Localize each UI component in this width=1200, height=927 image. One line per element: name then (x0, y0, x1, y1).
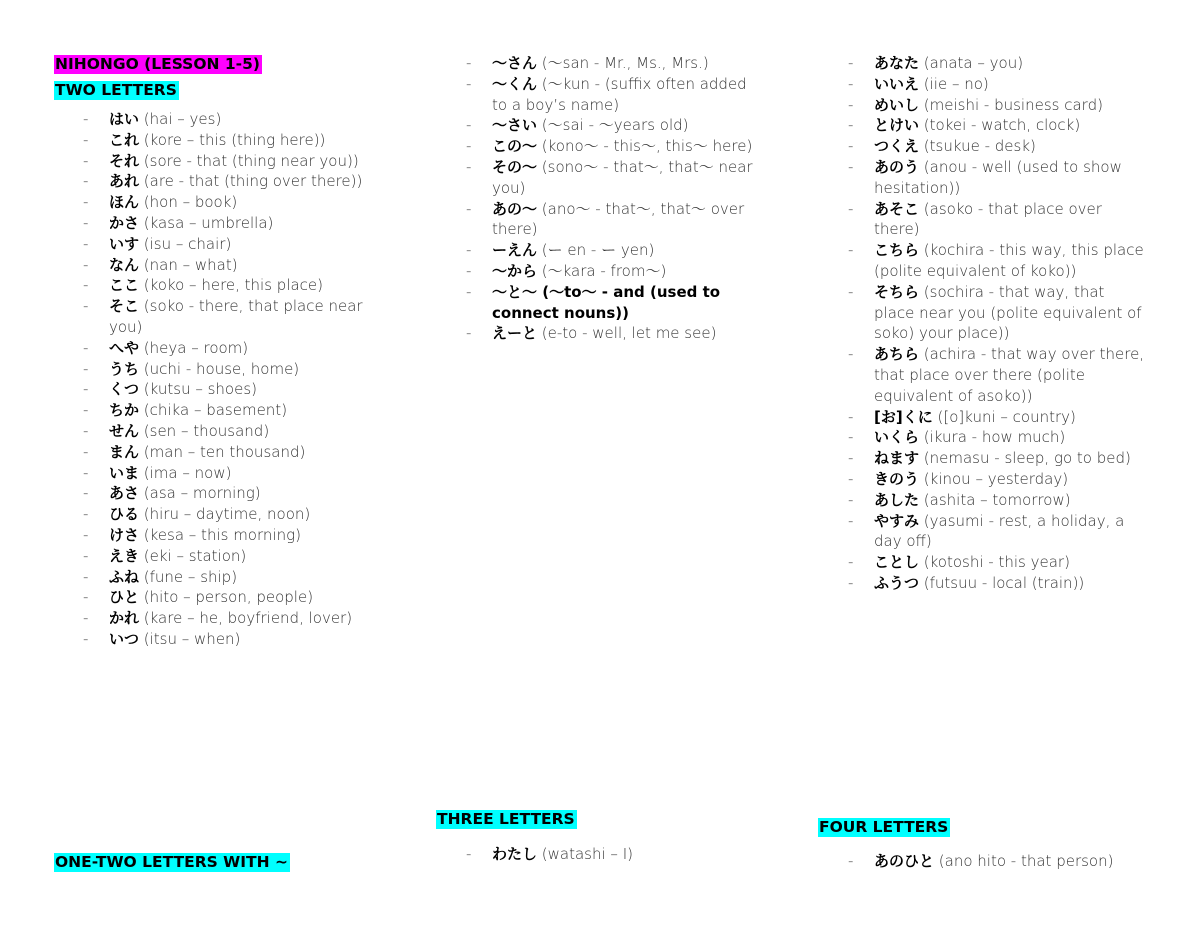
two-letters-heading (54, 80, 394, 100)
japanese-word: ふね (109, 567, 140, 586)
japanese-word: あの〜 (492, 199, 538, 218)
definition: (〜kun - (suffix often added to a boy’s name) (492, 74, 747, 114)
column-2 (466, 53, 766, 344)
japanese-word: けさ (109, 525, 140, 544)
japanese-word: あれ (109, 172, 140, 191)
list-item (466, 74, 766, 116)
list-item (83, 442, 394, 463)
definition: (ー en - ー yen) (537, 241, 655, 260)
definition: (ano〜 - that〜, that〜 over there) (492, 199, 745, 239)
definition: (〜san - Mr., Ms., Mrs.) (537, 54, 709, 72)
tilde-list (466, 53, 766, 344)
japanese-word: わたし (492, 845, 538, 863)
definition: (uchi - house, home) (139, 359, 300, 378)
definition: (hon – book) (139, 193, 238, 212)
section-heading: THREE LETTERS (437, 810, 575, 828)
japanese-word: なん (109, 255, 140, 274)
list-item (83, 483, 394, 504)
title-highlight: NIHONGO (LESSON 1-5) (55, 55, 260, 73)
definition: (〜kara - from〜) (537, 261, 667, 280)
japanese-word: えき (109, 546, 140, 565)
three-letters-list (848, 53, 1148, 594)
column-3 (848, 53, 1148, 594)
list-item (848, 115, 1148, 136)
page-title (54, 54, 394, 74)
list-item (83, 629, 394, 650)
definition: (nan – what) (139, 255, 238, 274)
definition: (tsukue - desk) (919, 137, 1036, 156)
list-item (83, 171, 394, 192)
list-item (848, 448, 1148, 469)
japanese-word: いいえ (874, 74, 920, 93)
japanese-word: ここ (109, 276, 140, 295)
japanese-word: つくえ (874, 137, 920, 156)
section-heading: TWO LETTERS (55, 81, 177, 99)
four-letters-section (818, 817, 1113, 872)
definition: ([o]kuni – country) (932, 407, 1076, 426)
japanese-word: あちら (874, 345, 920, 364)
definition: (chika – basement) (139, 401, 288, 420)
list-item (83, 525, 394, 546)
list-item (83, 151, 394, 172)
japanese-word: ひと (109, 588, 140, 607)
japanese-word: こちら (874, 241, 920, 260)
definition: (ikura - how much) (919, 428, 1066, 447)
list-item (83, 463, 394, 484)
japanese-word: 〜さい (492, 116, 538, 135)
three-letters-bottom-list (436, 844, 633, 865)
definition: (sore - that (thing near you)) (139, 151, 359, 170)
japanese-word: きのう (874, 469, 920, 488)
japanese-word: あそこ (874, 199, 920, 218)
definition: (sochira - that way, that place near you (polite equivalent of soko) your place)) (874, 282, 1142, 343)
japanese-word: あさ (109, 484, 140, 503)
section-heading: FOUR LETTERS (819, 818, 949, 836)
definition: (ima – now) (139, 463, 232, 482)
list-item (83, 400, 394, 421)
japanese-word: ねます (874, 449, 920, 468)
japanese-word: 〜から (492, 261, 538, 280)
japanese-word: ことし (874, 553, 920, 572)
list-item (83, 379, 394, 400)
definition: (watashi – I) (537, 845, 633, 863)
list-item (83, 296, 394, 338)
list-item (83, 255, 394, 276)
definition: (isu – chair) (139, 234, 232, 253)
three-letters-section (436, 809, 633, 865)
japanese-word: その〜 (492, 157, 538, 176)
list-item (83, 608, 394, 629)
list-item (466, 53, 766, 74)
definition: (anou - well (used to show hesitation)) (874, 157, 1122, 197)
list-item (848, 53, 1148, 74)
list-item (848, 490, 1148, 511)
japanese-word: へや (109, 338, 140, 357)
definition: (fune – ship) (139, 567, 238, 586)
list-item (848, 552, 1148, 573)
column-1 (54, 54, 394, 650)
japanese-word: えーと (492, 324, 538, 343)
list-item (466, 115, 766, 136)
definition: (man – ten thousand) (139, 442, 306, 461)
definition: (kare – he, boyfriend, lover) (139, 609, 353, 628)
definition: (ano hito - that person) (934, 852, 1114, 870)
list-item (848, 157, 1148, 199)
definition: (kutsu – shoes) (139, 380, 258, 399)
definition: (e-to - well, let me see) (537, 324, 717, 343)
list-item (83, 359, 394, 380)
japanese-word: [お]くに (874, 407, 933, 426)
list-item (848, 511, 1148, 553)
list-item (83, 587, 394, 608)
list-item (848, 282, 1148, 344)
japanese-word: いま (109, 463, 140, 482)
list-item (83, 130, 394, 151)
list-item (466, 323, 766, 344)
japanese-word: はい (109, 110, 140, 128)
definition: (anata – you) (919, 54, 1024, 72)
definition: (hiru – daytime, noon) (139, 505, 311, 524)
japanese-word: そちら (874, 282, 920, 301)
list-item (83, 421, 394, 442)
japanese-word: 〜さん (492, 54, 538, 72)
definition: (kinou – yesterday) (919, 469, 1069, 488)
definition: (achira - that way over there, that place over there (polite equivalent of asoko)) (874, 345, 1145, 405)
list-item (466, 157, 766, 199)
definition: (yasumi - rest, a holiday, a day off) (874, 511, 1125, 551)
definition: (sono〜 - that〜, that〜 near you) (492, 157, 753, 197)
japanese-word: とけい (874, 116, 920, 135)
definition: (kotoshi - this year) (919, 553, 1070, 572)
japanese-word: ひる (109, 505, 140, 524)
definition: (are - that (thing over there)) (139, 172, 363, 191)
list-item (848, 427, 1148, 448)
definition: (kono〜 - this〜, this〜 here) (537, 137, 753, 156)
japanese-word: いす (109, 234, 140, 253)
one-two-letters-section (54, 852, 290, 872)
list-item (83, 504, 394, 525)
definition: (nemasu - sleep, go to bed) (919, 449, 1131, 468)
list-item (83, 109, 394, 130)
list-item (466, 261, 766, 282)
japanese-word: いつ (109, 629, 140, 648)
japanese-word: 〜くん (492, 74, 538, 93)
japanese-word: ふうつ (874, 573, 920, 592)
list-item (83, 234, 394, 255)
list-item (848, 74, 1148, 95)
japanese-word: ちか (109, 401, 140, 420)
japanese-word: まん (109, 442, 140, 461)
definition: (kasa – umbrella) (139, 213, 274, 232)
definition: (asa – morning) (139, 484, 261, 503)
japanese-word: せん (109, 421, 140, 440)
definition: (sen – thousand) (139, 421, 270, 440)
japanese-word: いくら (874, 428, 920, 447)
list-item (848, 851, 1113, 872)
japanese-word: これ (109, 130, 140, 149)
list-item (466, 136, 766, 157)
japanese-word: ーえん (492, 241, 538, 260)
four-letters-list (818, 851, 1113, 872)
definition: (tokei - watch, clock) (919, 116, 1081, 135)
list-item (848, 344, 1148, 406)
list-item (83, 567, 394, 588)
japanese-word: ほん (109, 193, 140, 212)
list-item (848, 240, 1148, 282)
definition: (koko – here, this place) (139, 276, 324, 295)
list-item (848, 199, 1148, 241)
list-item (848, 407, 1148, 428)
japanese-word: あのう (874, 157, 920, 176)
japanese-word: めいし (874, 95, 920, 114)
definition: (ashita – tomorrow) (919, 490, 1071, 509)
definition: (itsu – when) (139, 629, 241, 648)
list-item (848, 573, 1148, 594)
list-item (83, 213, 394, 234)
definition: (soko - there, that place near you) (109, 297, 363, 336)
japanese-word: あした (874, 490, 920, 509)
japanese-word: それ (109, 151, 140, 170)
list-item (466, 282, 766, 324)
japanese-word: 〜と〜 (492, 282, 538, 301)
japanese-word: うち (109, 359, 140, 378)
list-item (466, 199, 766, 241)
japanese-word: かさ (109, 213, 140, 232)
japanese-word: あのひと (874, 852, 935, 870)
list-item (83, 275, 394, 296)
definition: (meishi - business card) (919, 95, 1103, 114)
definition: (hai – yes) (139, 110, 222, 128)
two-letters-list (54, 109, 394, 650)
definition: (kesa – this morning) (139, 525, 301, 544)
definition: (asoko - that place over there) (874, 199, 1102, 239)
definition: (hito – person, people) (139, 588, 314, 607)
definition: (iie – no) (919, 74, 989, 93)
definition: (kore – this (thing here)) (139, 130, 326, 149)
japanese-word: そこ (109, 297, 140, 316)
list-item (83, 192, 394, 213)
japanese-word: あなた (874, 54, 920, 72)
list-item (83, 338, 394, 359)
list-item (466, 240, 766, 261)
japanese-word: やすみ (874, 511, 920, 530)
section-heading: ONE-TWO LETTERS WITH ~ (55, 853, 288, 871)
japanese-word: くつ (109, 380, 140, 399)
list-item (848, 95, 1148, 116)
definition: (〜sai - 〜years old) (537, 116, 689, 135)
definition: (futsuu - local (train)) (919, 573, 1085, 592)
list-item (848, 136, 1148, 157)
definition: (heya – room) (139, 338, 249, 357)
japanese-word: かれ (109, 609, 140, 628)
list-item (848, 469, 1148, 490)
list-item (83, 546, 394, 567)
definition: (〜to〜 - and (used to connect nouns)) (492, 282, 721, 322)
definition: (eki – station) (139, 546, 247, 565)
definition: (kochira - this way, this place (polite equivalent of koko)) (874, 241, 1144, 280)
list-item (466, 844, 633, 865)
japanese-word: この〜 (492, 137, 538, 156)
